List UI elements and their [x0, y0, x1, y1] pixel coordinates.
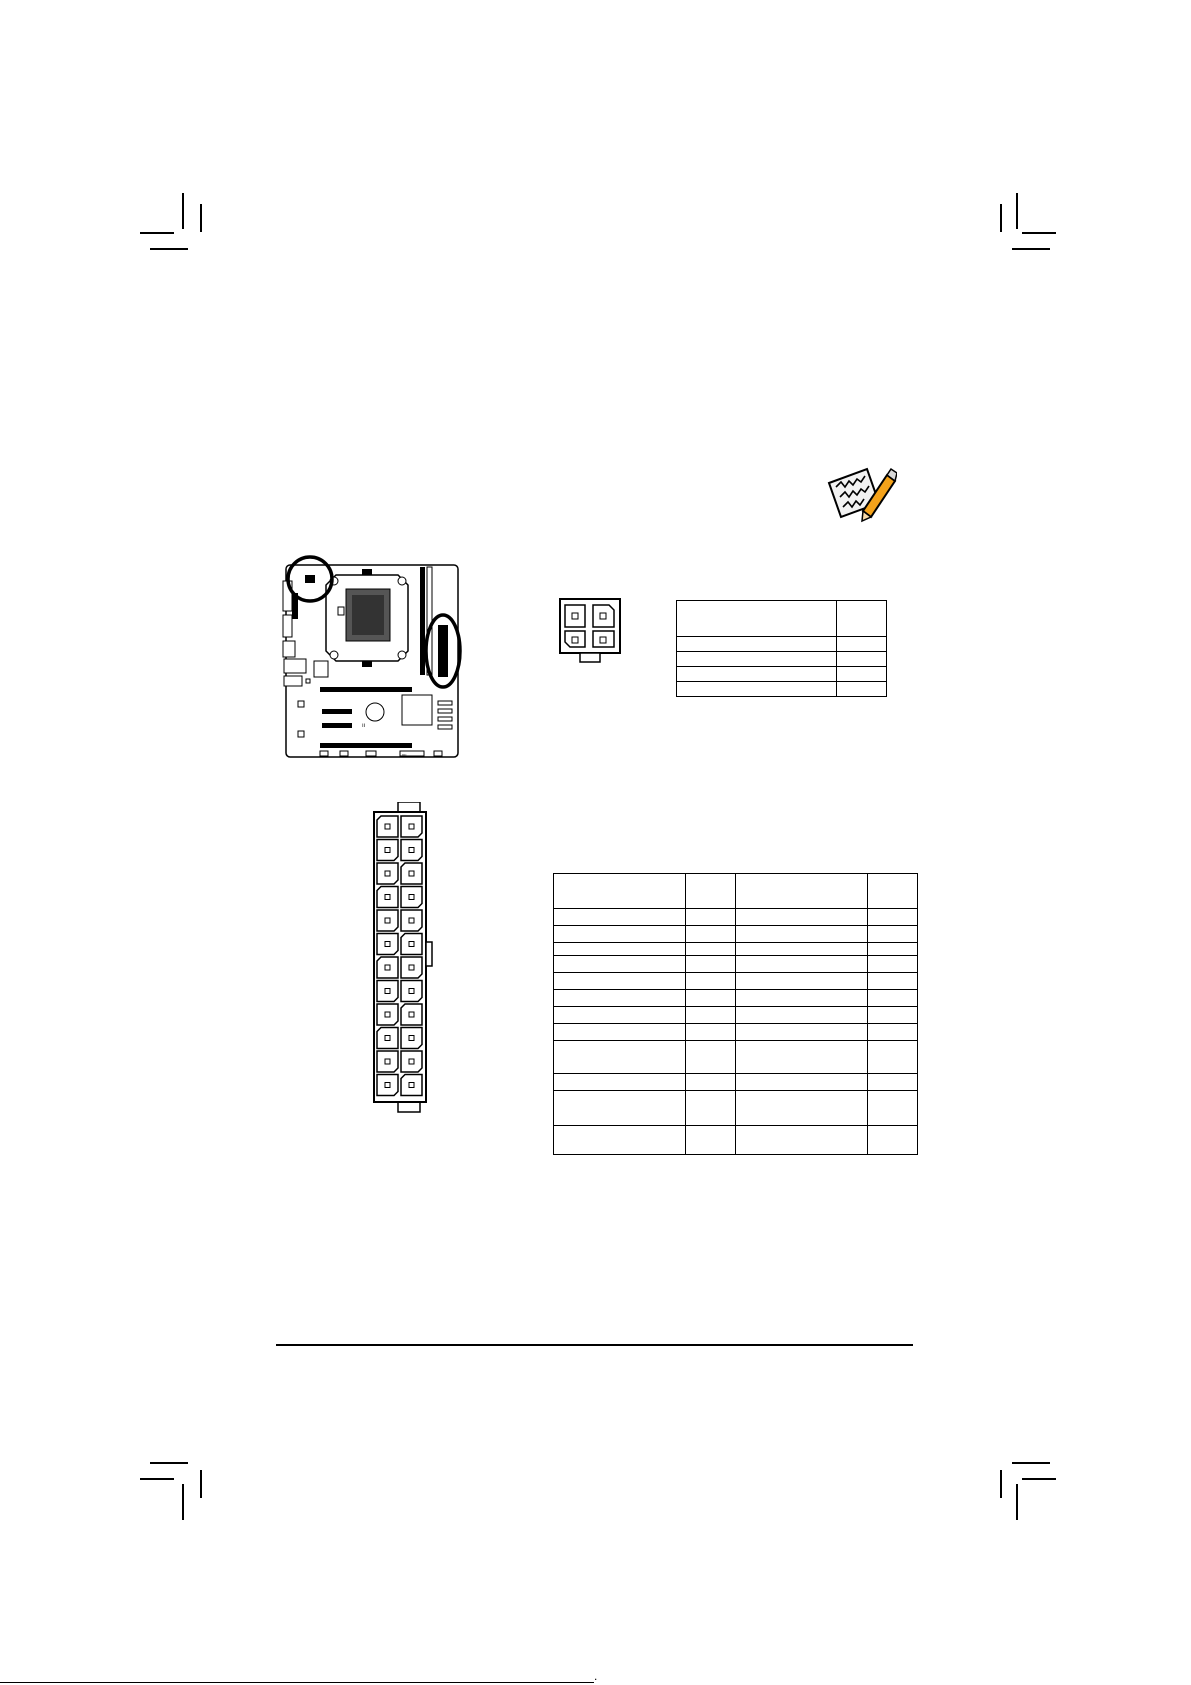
table-cell: [837, 637, 887, 652]
table-cell: [554, 1041, 686, 1074]
table-cell: [677, 667, 837, 682]
table-cell: [686, 956, 736, 973]
table-row: [554, 1091, 918, 1126]
atx24-connector-diagram: [368, 802, 434, 1114]
table-cell: [686, 973, 736, 990]
table-cell: [554, 1126, 686, 1155]
table-cell: [837, 682, 887, 697]
table-cell: [736, 1126, 868, 1155]
table-cell: [554, 956, 686, 973]
table-cell: [868, 1024, 918, 1041]
table-cell: [554, 943, 686, 956]
table-cell: [868, 1041, 918, 1074]
table-cell: [554, 1091, 686, 1126]
table-cell: [868, 1126, 918, 1155]
table-cell: [868, 909, 918, 926]
table-cell: [736, 1024, 868, 1041]
atx12v-pin-table: [676, 600, 887, 697]
table-cell: [686, 874, 736, 909]
table-cell: [868, 990, 918, 1007]
table-cell: [736, 990, 868, 1007]
table-cell: [677, 637, 837, 652]
table-row: [554, 943, 918, 956]
table-cell: [736, 1007, 868, 1024]
table-cell: [686, 1041, 736, 1074]
table-row: [677, 652, 887, 667]
table-row: [677, 682, 887, 697]
table-cell: [868, 1091, 918, 1126]
table-cell: [736, 909, 868, 926]
table-cell: [677, 652, 837, 667]
table-cell: [736, 1074, 868, 1091]
table-cell: [677, 601, 837, 637]
table-row: [554, 956, 918, 973]
motherboard-layout-diagram: [280, 555, 470, 765]
table-row: [554, 1007, 918, 1024]
table-cell: [554, 909, 686, 926]
header-mark: ıııı: [402, 752, 407, 757]
table-row: [554, 990, 918, 1007]
table-header-row: [554, 874, 918, 909]
table-row: [554, 1041, 918, 1074]
table-row: [554, 926, 918, 943]
table-cell: [554, 1024, 686, 1041]
table-cell: [868, 973, 918, 990]
footer-rule: [276, 1344, 913, 1346]
table-cell: [686, 1074, 736, 1091]
table-header-row: [677, 601, 887, 637]
table-cell: [686, 909, 736, 926]
table-cell: [736, 973, 868, 990]
footer-mark: .: [594, 1669, 598, 1683]
table-row: [554, 1024, 918, 1041]
atx12v-connector-diagram: [558, 597, 624, 667]
table-cell: [736, 874, 868, 909]
table-cell: [554, 1007, 686, 1024]
table-cell: [686, 1007, 736, 1024]
table-cell: [837, 667, 887, 682]
table-row: [554, 1074, 918, 1091]
table-cell: [677, 682, 837, 697]
table-cell: [686, 943, 736, 956]
table-cell: [736, 1091, 868, 1126]
table-cell: [554, 973, 686, 990]
table-cell: [837, 652, 887, 667]
table-cell: [554, 874, 686, 909]
table-cell: [686, 1024, 736, 1041]
table-row: [554, 973, 918, 990]
table-cell: [736, 956, 868, 973]
table-row: [554, 1126, 918, 1155]
table-cell: [868, 1007, 918, 1024]
table-cell: [686, 926, 736, 943]
table-row: [677, 667, 887, 682]
table-cell: [554, 1074, 686, 1091]
table-cell: [686, 990, 736, 1007]
battery-mark: ıı: [362, 723, 366, 729]
table-cell: [686, 1126, 736, 1155]
table-row: [677, 637, 887, 652]
table-cell: [736, 926, 868, 943]
table-cell: [868, 956, 918, 973]
table-cell: [554, 926, 686, 943]
table-cell: [736, 943, 868, 956]
table-cell: [868, 874, 918, 909]
page-bottom-rule: [0, 1682, 594, 1683]
table-cell: [837, 601, 887, 637]
table-cell: [868, 1074, 918, 1091]
table-cell: [868, 943, 918, 956]
table-cell: [554, 990, 686, 1007]
note-icon: [827, 465, 897, 523]
table-row: [554, 909, 918, 926]
atx-pin-table: [553, 873, 918, 1155]
table-cell: [868, 926, 918, 943]
table-cell: [686, 1091, 736, 1126]
table-cell: [736, 1041, 868, 1074]
